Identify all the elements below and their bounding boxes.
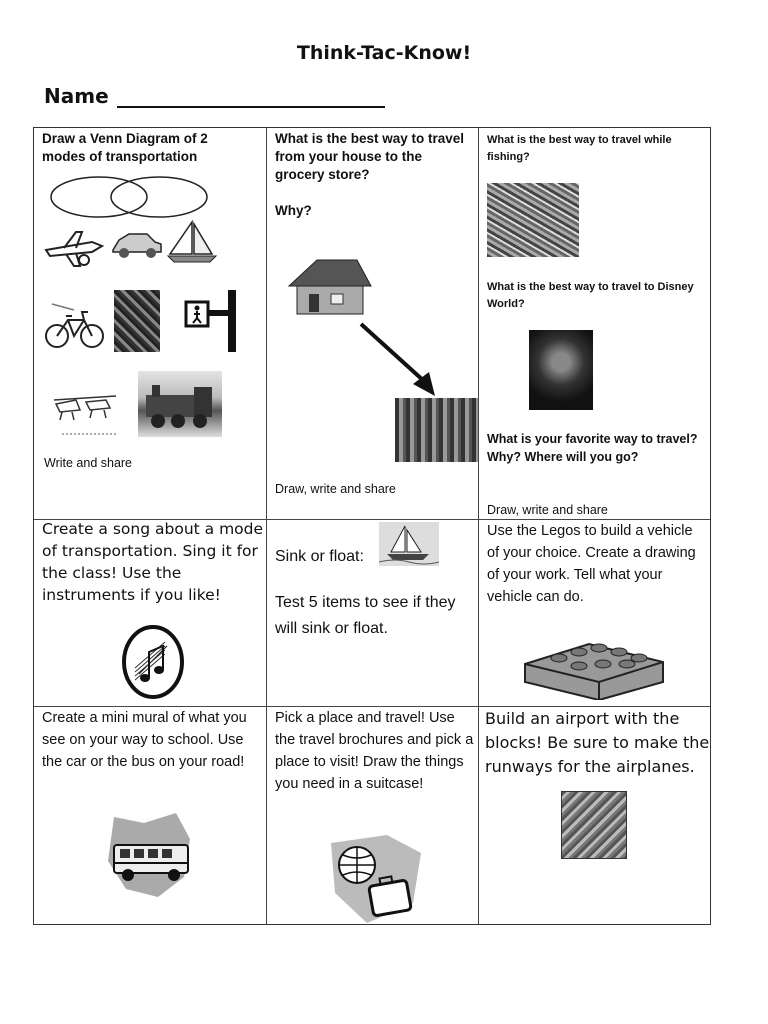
school-bus-icon <box>104 809 196 901</box>
legos-instructions: Use the Legos to build a vehicle of your choice. Create a drawing of your work. Tell what your vehicle can do. <box>487 523 696 605</box>
venn-circles <box>49 173 209 221</box>
draw-write-share-note: Draw, write and share <box>487 503 608 517</box>
cell-travel-brochures <box>267 707 478 926</box>
brochure-instructions: Pick a place and travel! Use the travel brochures and pick a place to visit! Draw the things you need in a suitcase! <box>275 710 474 792</box>
venn-question: Draw a Venn Diagram of 2 modes of transportation <box>42 131 208 164</box>
disney-question: What is the best way to travel to Disney World? <box>487 281 694 310</box>
train-photo <box>138 371 222 437</box>
motorcycle-photo <box>114 290 160 352</box>
page-title: Think-Tac-Know! <box>296 42 472 64</box>
why-prompt: Why? <box>275 203 312 218</box>
globe-suitcase-icon <box>327 833 427 926</box>
sink-float-label: Sink or float: <box>275 548 364 565</box>
house-icon <box>287 254 373 320</box>
castle-photo <box>529 330 593 410</box>
sailboat-icon <box>166 220 218 266</box>
music-note-icon <box>121 624 185 700</box>
grocery-store-photo <box>395 398 478 462</box>
mural-instructions: Create a mini mural of what you see on your way to school. Use the car or the bus on your road! <box>42 710 247 770</box>
fishing-question: What is the best way to travel while fishing? <box>487 134 672 163</box>
cell-travel-questions <box>479 128 712 519</box>
bicycle-icon <box>44 300 106 352</box>
activity-grid <box>33 127 711 925</box>
airplane-icon <box>42 228 106 270</box>
pedestrian-sign-icon <box>182 288 242 354</box>
fishing-boat-photo <box>487 183 579 257</box>
name-label: Name <box>44 84 109 108</box>
stagecoach-icon <box>52 390 122 438</box>
grocery-question: What is the best way to travel from your house to the grocery store? <box>275 131 465 182</box>
favorite-travel-question: What is your favorite way to travel? Why? Where will you go? <box>487 432 698 464</box>
cell-airport <box>479 707 712 926</box>
arrow-icon <box>355 320 445 400</box>
song-instructions: Create a song about a mode of transportation. Sing it for the class! Use the instruments if you like! <box>42 520 264 604</box>
draw-write-share-note: Draw, write and share <box>275 482 396 496</box>
car-icon <box>111 228 163 260</box>
airport-photo <box>561 791 627 859</box>
cell-venn-diagram <box>34 128 266 519</box>
cell-song <box>34 520 266 706</box>
cell-legos <box>479 520 712 706</box>
sink-float-instructions: Test 5 items to see if they will sink or float. <box>275 594 456 637</box>
cell-grocery-store <box>267 128 478 519</box>
lego-brick-icon <box>519 624 669 700</box>
cell-mini-mural <box>34 707 266 926</box>
name-blank-line[interactable] <box>117 88 385 108</box>
name-field <box>44 84 385 108</box>
cell-sink-or-float <box>267 520 478 706</box>
airport-instructions: Build an airport with the blocks! Be sure to make the runways for the airplanes. <box>485 709 710 776</box>
write-and-share-note: Write and share <box>44 456 133 470</box>
sailboat-icon <box>379 522 439 566</box>
